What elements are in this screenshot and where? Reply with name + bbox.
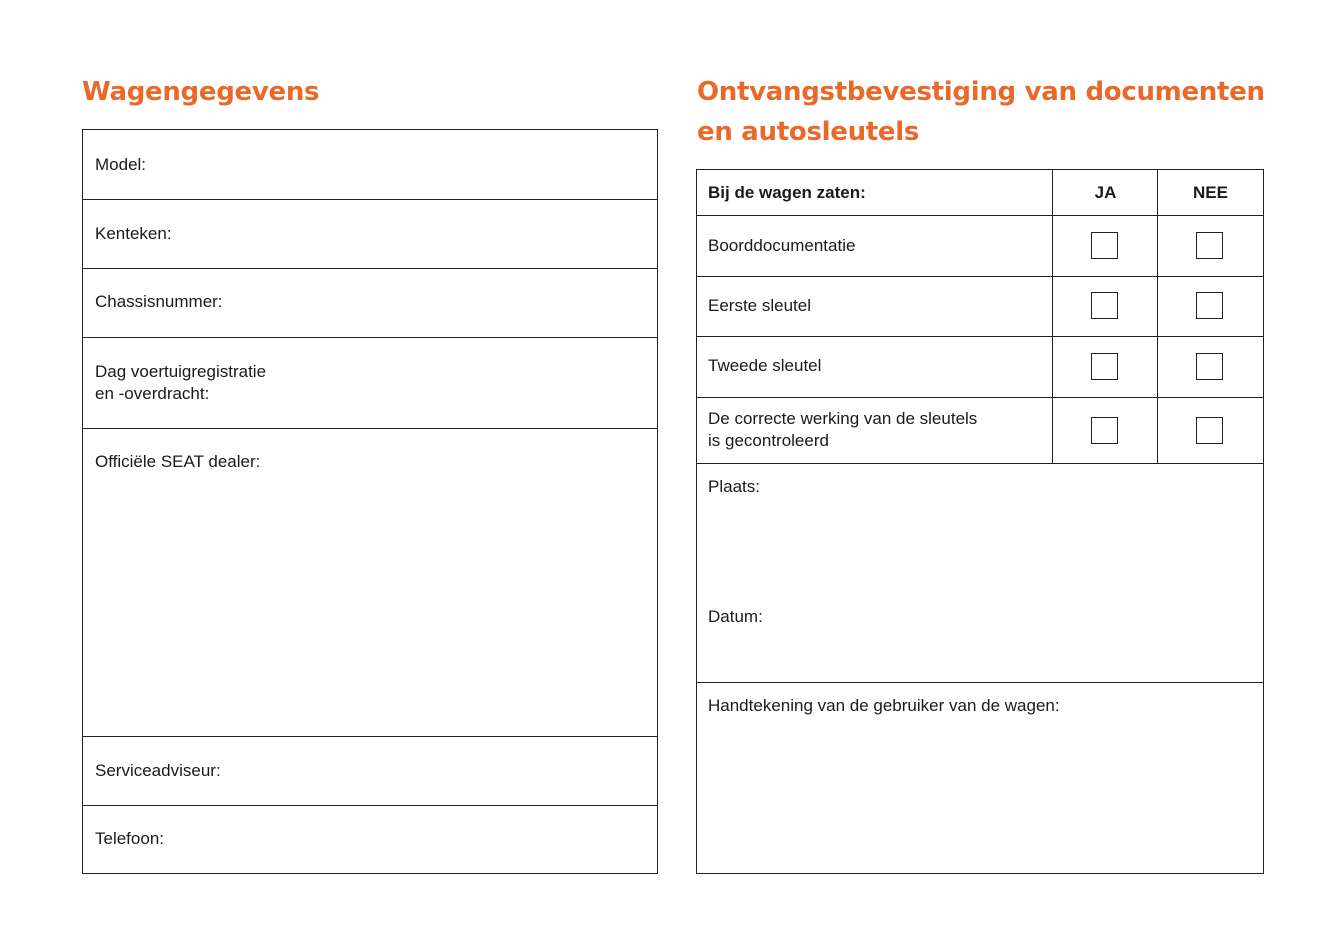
ja-checkbox[interactable] xyxy=(1091,417,1118,444)
handtekening-row[interactable] xyxy=(697,683,1263,873)
model-row[interactable] xyxy=(83,130,657,200)
kenteken-label: Kenteken: xyxy=(95,224,172,243)
registratie-row[interactable] xyxy=(83,338,657,429)
table-row xyxy=(697,277,1263,337)
nee-checkbox[interactable] xyxy=(1196,292,1223,319)
dealer-label: Officiële SEAT dealer: xyxy=(95,452,261,471)
ja-checkbox[interactable] xyxy=(1091,232,1118,259)
nee-checkbox[interactable] xyxy=(1196,353,1223,380)
serviceadviseur-row[interactable] xyxy=(83,737,657,806)
model-label: Model: xyxy=(95,155,147,174)
chassisnummer-row[interactable] xyxy=(83,269,657,338)
item-label: Boorddocumentatie xyxy=(708,236,856,255)
nee-checkbox[interactable] xyxy=(1196,417,1223,444)
ontvangst-form xyxy=(696,169,1264,874)
wagengegevens-form xyxy=(82,129,658,874)
table-row xyxy=(697,216,1263,277)
plaats-datum-row[interactable] xyxy=(697,464,1263,683)
table-row xyxy=(697,337,1263,398)
handtekening-label: Handtekening van de gebruiker van de wagen: xyxy=(708,696,1060,715)
telefoon-label: Telefoon: xyxy=(95,829,164,848)
item-label: Eerste sleutel xyxy=(708,296,811,315)
datum-label: Datum: xyxy=(708,607,763,626)
ja-checkbox[interactable] xyxy=(1091,353,1118,380)
kenteken-row[interactable] xyxy=(83,200,657,269)
ja-checkbox[interactable] xyxy=(1091,292,1118,319)
telefoon-row[interactable] xyxy=(83,806,657,873)
column-header-nee: NEE xyxy=(1193,183,1228,202)
chassisnummer-label: Chassisnummer: xyxy=(95,292,223,311)
table-header-label: Bij de wagen zaten: xyxy=(708,183,866,202)
registratie-label: Dag voertuigregistratie en -overdracht: xyxy=(95,362,267,403)
table-row xyxy=(697,398,1263,464)
item-label: Tweede sleutel xyxy=(708,356,822,375)
wagengegevens-title: Wagengegevens xyxy=(82,77,320,107)
nee-checkbox[interactable] xyxy=(1196,232,1223,259)
item-label: De correcte werking van de sleutels is gecontroleerd xyxy=(708,409,978,450)
serviceadviseur-label: Serviceadviseur: xyxy=(95,761,221,780)
plaats-label: Plaats: xyxy=(708,477,760,496)
ontvangst-title: Ontvangstbevestiging van documenten en autosleutels xyxy=(697,77,1265,147)
column-header-ja: JA xyxy=(1094,183,1117,202)
dealer-row[interactable] xyxy=(83,429,657,737)
table-header-row xyxy=(697,170,1263,216)
